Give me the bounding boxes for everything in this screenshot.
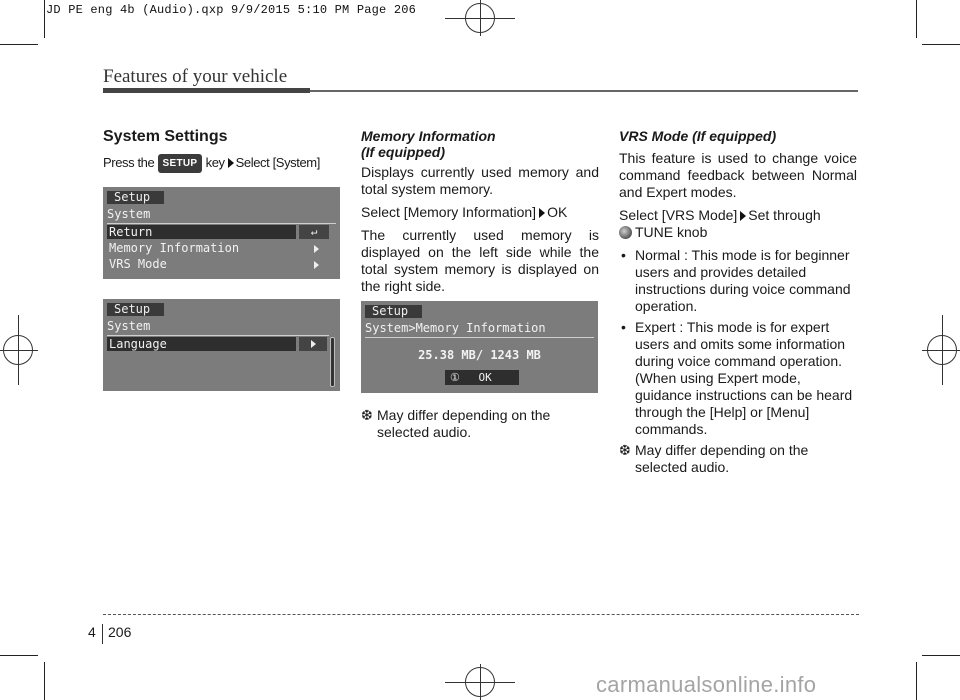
crop-mark-br-v: [916, 662, 917, 700]
system-menu-screen: [103, 187, 340, 279]
column-vrs-mode: [619, 128, 857, 476]
screen-row-vrs-mode[interactable]: VRS Mode: [109, 257, 167, 271]
vrs-select-suffix: Set through: [748, 207, 821, 223]
press-middle: key: [205, 155, 225, 170]
section-title-bar: [103, 88, 310, 93]
memory-note-text: May differ depending on the selected audio.: [377, 407, 551, 440]
system-settings-instruction: [103, 154, 341, 173]
bullet-dot: •: [621, 247, 626, 263]
screen-divider: [107, 223, 336, 224]
vrs-bullet-normal-text: Normal : This mode is for beginner users and provides detailed instructions during voice command operation.: [635, 247, 851, 314]
memory-paragraph-2: [361, 204, 599, 221]
page-number-value: 206: [108, 624, 132, 640]
registration-mark-top-v: [480, 0, 481, 36]
return-back-icon[interactable]: ↵: [299, 225, 329, 239]
section-title-rule: [310, 90, 858, 92]
screen-row-return[interactable]: Return: [107, 225, 296, 239]
screen-title-system: System: [107, 319, 151, 333]
memory-usage-value: 25.38 MB/ 1243 MB: [418, 348, 541, 362]
watermark: carmanualsonline.info: [596, 672, 817, 697]
registration-mark-left-h: [0, 350, 38, 351]
ok-button[interactable]: [445, 370, 519, 385]
bullet-dot: •: [621, 319, 626, 335]
arrow-right-icon: [740, 211, 746, 221]
column-memory-information: [361, 128, 599, 441]
crop-mark-tr-h: [922, 44, 960, 45]
crop-mark-bl-v: [44, 662, 45, 700]
vrs-paragraph-1: This feature is used to change voice command feedback between Normal and Expert modes.: [619, 150, 857, 200]
arrow-right-icon: [228, 158, 234, 168]
crop-mark-br-h: [922, 655, 960, 656]
note-icon: ❆: [619, 442, 631, 458]
crop-mark-tl-h: [0, 44, 38, 45]
screen-divider: [365, 337, 594, 338]
chapter-number: 4: [88, 624, 96, 640]
setup-key-icon: SETUP: [158, 154, 203, 173]
registration-mark-right-h: [922, 350, 960, 351]
screen-divider: [107, 335, 329, 336]
vrs-mode-heading: VRS Mode (If equipped): [619, 128, 777, 144]
chevron-right-icon: [314, 245, 319, 253]
page-separator: [102, 624, 103, 644]
screen-tab-setup: Setup: [365, 305, 422, 318]
registration-mark-left-v: [18, 315, 19, 385]
memory-select-prefix: Select [Memory Information]: [361, 204, 537, 220]
language-menu-screen: [103, 299, 340, 391]
vrs-bullet-normal: [619, 247, 857, 315]
system-settings-heading: System Settings: [103, 128, 228, 145]
chevron-right-icon: [311, 340, 316, 348]
chevron-right-icon: [314, 261, 319, 269]
screen-row-language[interactable]: Language: [107, 337, 296, 351]
registration-mark-right-v: [942, 315, 943, 385]
note-icon: ❆: [361, 407, 373, 423]
memory-heading-line1: Memory Information: [361, 128, 496, 144]
memory-paragraph-1: Displays currently used memory and total system memory.: [361, 164, 599, 197]
crop-mark-tl-v: [44, 0, 45, 38]
ok-label: OK: [478, 371, 492, 384]
screen-tab-setup: Setup: [107, 303, 164, 316]
vrs-paragraph-2: [619, 207, 857, 241]
page-number: [88, 624, 96, 640]
footer-rule: [103, 614, 859, 615]
memory-paragraph-3: The currently used memory is displayed on the left side while the total system memory is displayed on the right side.: [361, 227, 599, 294]
press-suffix: Select [System]: [235, 155, 320, 170]
vrs-note-text: May differ depending on the selected audio.: [635, 442, 809, 475]
vrs-bullet-expert: [619, 319, 857, 438]
memory-information-heading: [361, 128, 599, 160]
crop-mark-bl-h: [0, 655, 38, 656]
screen-row-memory-information[interactable]: Memory Information: [109, 241, 240, 255]
print-header: JD PE eng 4b (Audio).qxp 9/9/2015 5:10 PM Page 206: [46, 3, 417, 17]
crop-mark-tr-v: [916, 0, 917, 38]
screen-title-system: System: [107, 207, 151, 221]
tune-knob-icon: [619, 226, 632, 239]
tune-knob-label: TUNE knob: [635, 224, 708, 240]
registration-mark-bottom-v: [480, 664, 481, 700]
screen-tab-setup: Setup: [107, 191, 164, 204]
scrollbar[interactable]: [330, 337, 335, 387]
section-title: Features of your vehicle: [103, 66, 288, 87]
arrow-right-icon: [539, 208, 545, 218]
press-prefix: Press the: [103, 155, 155, 170]
memory-note: [361, 407, 599, 441]
screen-title-memory: System>Memory Information: [365, 321, 546, 335]
vrs-note: [619, 442, 857, 476]
column-system-settings: [103, 128, 341, 391]
memory-select-suffix: OK: [547, 204, 568, 220]
memory-info-screen: [361, 301, 598, 393]
ok-number: ①: [450, 371, 460, 384]
vrs-select-prefix: Select [VRS Mode]: [619, 207, 738, 223]
vrs-bullet-expert-text: Expert : This mode is for expert users and omits some information during voice command operation. (When using Expert mode, guidance instructions can be heard through the [Help] or [Menu] commands.: [635, 319, 853, 437]
memory-heading-line2: (If equipped): [361, 144, 445, 160]
